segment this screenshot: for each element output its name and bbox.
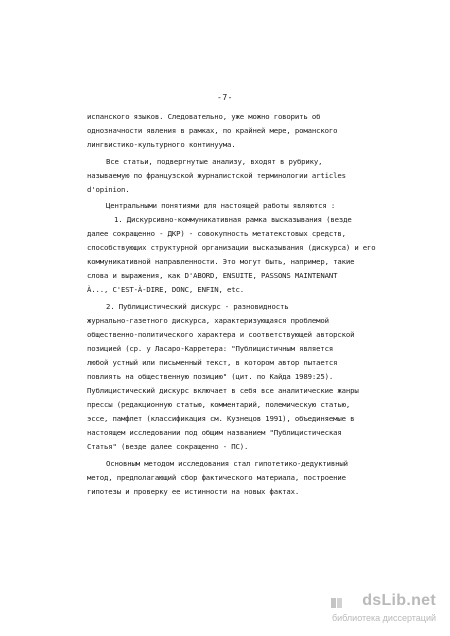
text-line: далее сокращенно - ДКР) - совокупность метатекстовых средств, <box>87 229 346 238</box>
text-line: способствующих структурной организации высказывания (дискурса) и его <box>87 243 376 252</box>
text-line: слова и выражения, как D'ABORD, ENSUITE, PASSONS MAINTENANT <box>87 271 338 280</box>
text-line: называемую по французской журналистской терминологии articles <box>87 171 346 180</box>
page-number: -7- <box>217 93 233 102</box>
text-line: позицией (ср. у Ласаро-Карретера: "Публицистичным является <box>87 344 334 353</box>
text-line: 2. Публицистический дискурс - разновидность <box>106 302 289 311</box>
text-line: повлиять на общественную позицию" (цит. по Кайда 1989:25). <box>87 372 334 381</box>
text-line: À..., C'EST-À-DIRE, DONC, ENFIN, etc. <box>87 285 244 294</box>
text-line: настоящем исследовании под общим названием "Публицистическая <box>87 428 342 437</box>
book-icon <box>330 596 344 610</box>
text-line: Все статьи, подвергнутые анализу, входят в рубрику, <box>106 157 323 166</box>
text-line: испанского языков. Следовательно, уже можно говорить об <box>87 112 321 121</box>
text-line: Статья" (везде далее сокращенно - ПС). <box>87 442 249 451</box>
text-line: общественно-политического характера и соответствующей авторской <box>87 330 355 339</box>
text-line: Публицистический дискурс включает в себя все аналитические жанры <box>87 386 359 395</box>
text-line: 1. Дискурсивно-коммуникативная рамка высказывания (везде <box>114 215 352 224</box>
text-line: лингвистико-культурного континуума. <box>87 140 236 149</box>
text-line: прессы (редакционную статью, комментарий, полемическую статью, <box>87 400 351 409</box>
text-line: Основным методом исследования стал гипотетико-дедуктивный <box>106 459 348 468</box>
text-line: любой устный или письменный текст, в котором автор пытается <box>87 358 338 367</box>
text-line: однозначности явления в рамках, по крайней мере, романского <box>87 126 338 135</box>
dslib-watermark <box>316 592 436 628</box>
text-line: гипотезы и проверку ее истинности на новых фактах. <box>87 487 300 496</box>
text-line: журнально-газетного дискурса, характеризующаяся проблемой <box>87 316 329 325</box>
text-line: эссе, памфлет (классификация см. Кузнецов 1991), объединяемые в <box>87 414 355 423</box>
text-line: d'opinion. <box>87 185 130 194</box>
text-line: метод, предполагающий сбор фактического материала, построение <box>87 473 346 482</box>
text-line: Центральными понятиями для настоящей работы являются : <box>106 201 336 210</box>
watermark-logo: dsLib.net <box>362 592 436 609</box>
text-line: коммуникативной направленности. Это могут быть, например, такие <box>87 257 355 266</box>
watermark-subtitle: библиотека диссертаций <box>331 613 436 623</box>
